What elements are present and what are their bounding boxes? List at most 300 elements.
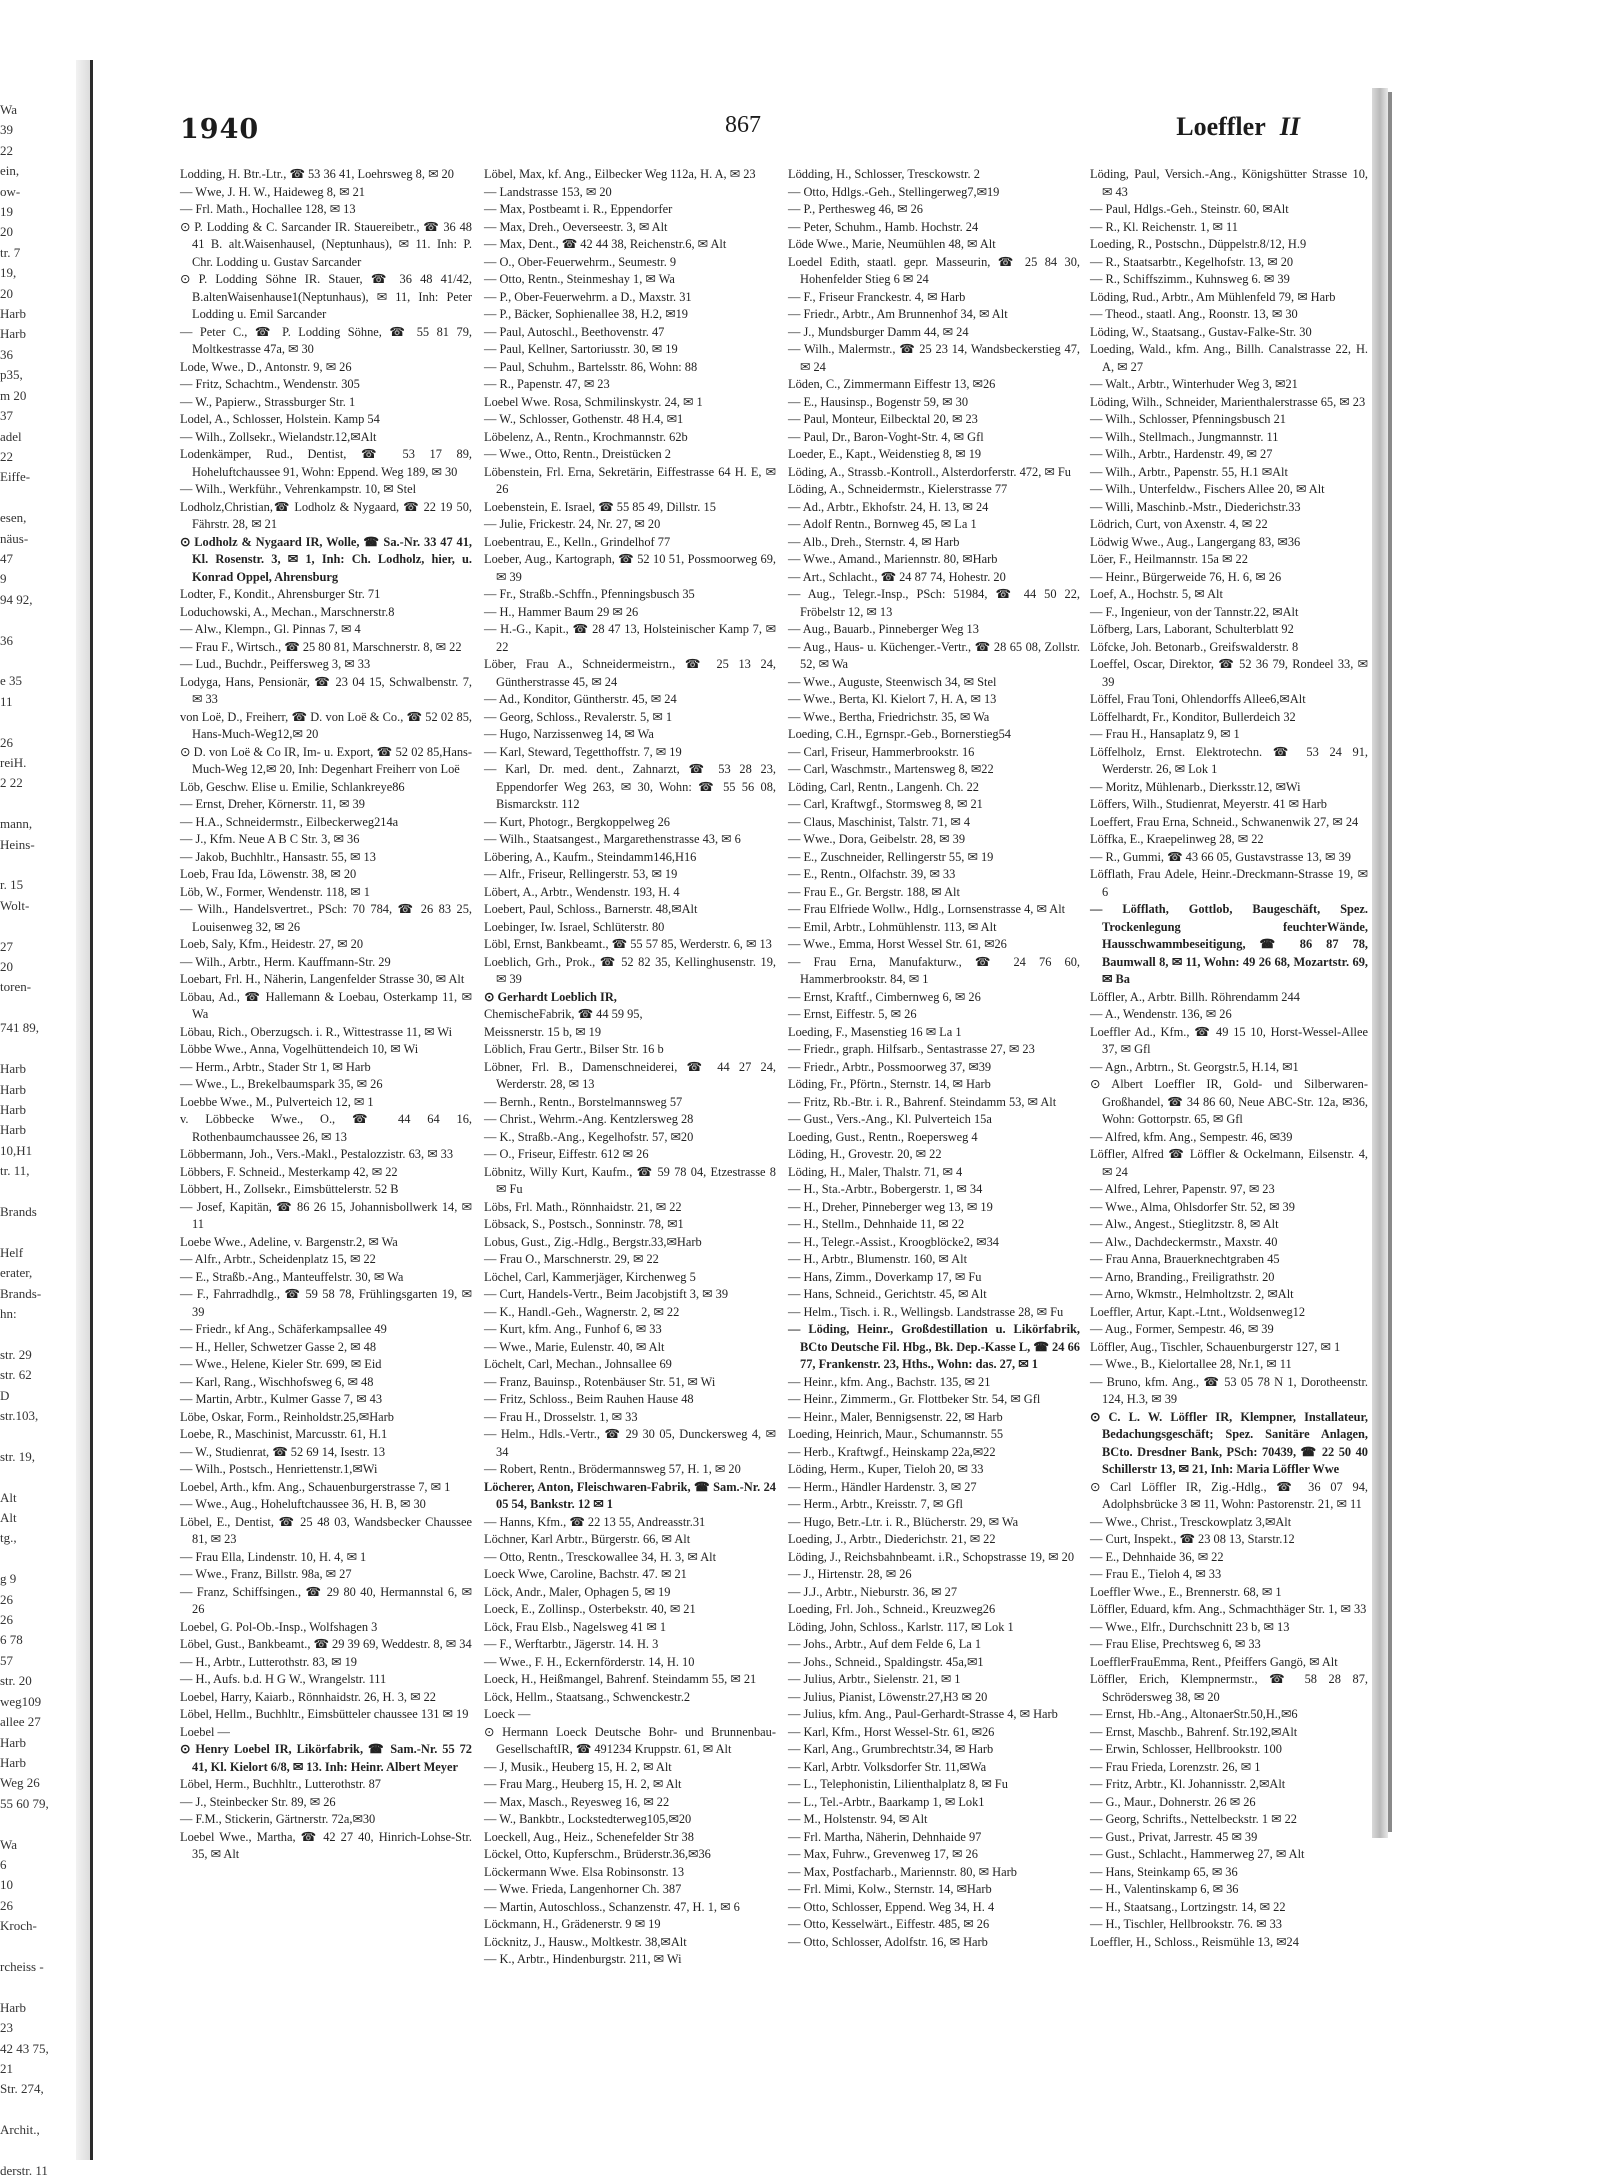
adjacent-page-text: 6 78 bbox=[0, 1632, 23, 1648]
directory-entry: — Karl, Arbtr. Volksdorfer Str. 11,✉Wa bbox=[788, 1759, 987, 1774]
directory-entry: — Max, Fuhrw., Grevenweg 17, ✉ 26 bbox=[788, 1847, 978, 1861]
directory-entry: — H., Aufs. b.d. H G W., Wrangelstr. 111 bbox=[180, 1672, 387, 1686]
directory-entry: — Wwe., Aug., Hoheluftchaussee 36, H. B, ✉ 30 bbox=[180, 1497, 426, 1511]
directory-entry: — Martin, Autoschloss., Schanzenstr. 47, H. 1, ✉ 6 bbox=[484, 1899, 740, 1914]
directory-entry: — Arno, Wkmstr., Helmholtzstr. 2, ✉Alt bbox=[1090, 1287, 1294, 1301]
directory-entry: — Alfr., Friseur, Rellingerstr. 53, ✉ 19 bbox=[484, 867, 678, 881]
directory-entry: — Karl, Kfm., Horst Wessel-Str. 61, ✉26 bbox=[788, 1724, 995, 1739]
directory-entry: — H., Staatsang., Lortzingstr. 14, ✉ 22 bbox=[1090, 1899, 1286, 1914]
directory-entry: — Wilh., Arbtr., Hardenstr. 49, ✉ 27 bbox=[1090, 447, 1273, 461]
directory-entry: — L., Telephonistin, Lilienthalplatz 8, ✉ Fu bbox=[788, 1777, 1008, 1791]
directory-entry: — Otto, Kesselwärt., Eiffestr. 485, ✉ 26 bbox=[788, 1917, 990, 1931]
directory-entry: — Löding, Heinr., Großdestillation u. Likörfabrik, BCto Deutsche Fil. Hbg., Bk. Dep.-Kasse L, ☎ 24 66 77, Frankenstr. 23, Hths., Wohn: das. 27, ✉ 1 bbox=[788, 1322, 1080, 1371]
directory-entry: Lödding, H., Schlosser, Tresckowstr. 2 bbox=[788, 167, 980, 181]
directory-entry: — Frau O., Marschnerstr. 29, ✉ 22 bbox=[484, 1252, 659, 1266]
directory-entry: Lödrich, Curt, von Axenstr. 4, ✉ 22 bbox=[1090, 517, 1268, 531]
directory-entry: — Wilh., Arbtr., Papenstr. 55, H.1 ✉Alt bbox=[1090, 464, 1288, 479]
adjacent-page-text: Harb bbox=[0, 1999, 26, 2015]
directory-entry: Löchner, Karl Arbtr., Bürgerstr. 66, ✉ Alt bbox=[484, 1532, 691, 1546]
directory-entry: — J.J., Arbtr., Nieburstr. 36, ✉ 27 bbox=[788, 1584, 958, 1599]
adjacent-page-text: m 20 bbox=[0, 387, 27, 403]
adjacent-page-text: 6 bbox=[0, 1856, 7, 1872]
directory-entry: — Wwe., Elfr., Durchschnitt 23 b, ✉ 13 bbox=[1090, 1619, 1290, 1634]
directory-entry: Löckel, Otto, Kupferschm., Brüderstr.36,✉36 bbox=[484, 1847, 711, 1861]
directory-entry: — E., Hausinsp., Bogenstr 59, ✉ 30 bbox=[788, 394, 969, 409]
directory-entry: — H., Telegr.-Assist., Kroogblöcke2, ✉34 bbox=[788, 1234, 999, 1249]
directory-entry: Loedel Edith, staatl. gepr. Masseurin, ☎ 25 84 30, Hohenfelder Stieg 6 ✉ 24 bbox=[788, 254, 1080, 286]
directory-entry: — Julie, Frickestr. 24, Nr. 27, ✉ 20 bbox=[484, 517, 661, 531]
directory-entry: Löbbers, F. Schneid., Mesterkamp 42, ✉ 22 bbox=[180, 1164, 398, 1179]
directory-entry: Loeffler, H., Schloss., Reismühle 13, ✉24 bbox=[1090, 1934, 1299, 1949]
directory-entry: — P., Ober-Feuerwehrm. a D., Maxstr. 31 bbox=[484, 289, 692, 304]
directory-entry: Lodyga, Hans, Pensionär, ☎ 23 04 15, Schwalbenstr. 7, ✉ 33 bbox=[180, 674, 472, 706]
adjacent-page-text: Harb bbox=[0, 306, 26, 322]
directory-entry: — P., Perthesweg 46, ✉ 26 bbox=[788, 202, 923, 216]
adjacent-page-text: ow- bbox=[0, 183, 21, 199]
directory-entry: — K., Arbtr., Hindenburgstr. 211, ✉ Wi bbox=[484, 1952, 682, 1966]
directory-entry: — Robert, Rentn., Brödermannsweg 57, H. 1, ✉ 20 bbox=[484, 1462, 741, 1476]
directory-entry: — Frl. Math., Hochallee 128, ✉ 13 bbox=[180, 202, 356, 216]
adjacent-page-text: esen, bbox=[0, 510, 27, 526]
directory-entry: — Wwe., Bertha, Friedrichstr. 35, ✉ Wa bbox=[788, 709, 990, 724]
directory-entry: — Frau H., Hansaplatz 9, ✉ 1 bbox=[1090, 727, 1240, 741]
directory-entry: — Alw., Angest., Stieglitzstr. 8, ✉ Alt bbox=[1090, 1217, 1279, 1231]
directory-entry: — W., Bankbtr., Lockstedterweg105,✉20 bbox=[484, 1812, 692, 1826]
directory-entry: — H., Arbtr., Lutterothstr. 83, ✉ 19 bbox=[180, 1654, 357, 1669]
directory-entry: Loeber, Aug., Kartograph, ☎ 52 10 51, Possmoorweg 69, ✉ 39 bbox=[484, 552, 776, 584]
adjacent-page-text: 26 bbox=[0, 734, 13, 750]
directory-entry: — Christ., Wehrm.-Ang. Kentzlersweg 28 bbox=[484, 1112, 694, 1126]
directory-entry: ⊙ Hermann Loeck Deutsche Bohr- und Brunnenbau-GesellschaftIR, ☎ 491234 Kruppstr. 61, ✉ Alt bbox=[484, 1724, 776, 1756]
page-header bbox=[180, 112, 1300, 152]
adjacent-page-text: r. 15 bbox=[0, 877, 24, 893]
directory-entry: Löbsack, S., Postsch., Sonninstr. 78, ✉1 bbox=[484, 1217, 684, 1231]
directory-entry: — Julius, Arbtr., Sielenstr. 21, ✉ 1 bbox=[788, 1672, 961, 1686]
directory-entry: Löer, F., Heilmannstr. 15a ✉ 22 bbox=[1090, 552, 1248, 566]
directory-entry: — O., Ober-Feuerwehrm., Seumestr. 9 bbox=[484, 254, 677, 269]
adjacent-page-text: Weg 26 bbox=[0, 1775, 40, 1791]
directory-entry: — Frau H., Drosselstr. 1, ✉ 33 bbox=[484, 1409, 638, 1424]
directory-entry: — Ernst, Hb.-Ang., AltonaerStr.50,H.,✉6 bbox=[1090, 1707, 1298, 1721]
directory-entry: — Frau E., Tieloh 4, ✉ 33 bbox=[1090, 1567, 1222, 1581]
adjacent-page-text: Wolt- bbox=[0, 897, 30, 913]
directory-entry: Löblich, Frau Gertr., Bilser Str. 16 b bbox=[484, 1042, 664, 1056]
adjacent-page-text: erater, bbox=[0, 1265, 33, 1281]
directory-entry: — J., Hirtenstr. 28, ✉ 26 bbox=[788, 1567, 912, 1581]
adjacent-page-text: str. 20 bbox=[0, 1673, 32, 1689]
directory-entry: Loebe, R., Maschinist, Marcusstr. 61, H.1 bbox=[180, 1427, 388, 1441]
adjacent-page-text: Harb bbox=[0, 1061, 26, 1077]
adjacent-page-text: 26 bbox=[0, 1612, 13, 1628]
directory-entry: — Frau Marg., Heuberg 15, H. 2, ✉ Alt bbox=[484, 1777, 682, 1791]
adjacent-page-text: 22 bbox=[0, 142, 13, 158]
directory-entry: — Franz, Schiffsingen., ☎ 29 80 40, Hermannstal 6, ✉ 26 bbox=[180, 1584, 472, 1616]
directory-entry: — Wilh., Schlosser, Pfenningsbusch 21 bbox=[1090, 412, 1286, 426]
directory-entry: — Karl, Rang., Wischhofsweg 6, ✉ 48 bbox=[180, 1374, 374, 1389]
directory-entry: — Frau Anna, Brauerknechtgraben 45 bbox=[1090, 1252, 1280, 1266]
directory-entry: Loeding, Wald., kfm. Ang., Billh. Canalstrasse 22, H. A, ✉ 27 bbox=[1090, 342, 1368, 374]
directory-entry: — Herm., Arbtr., Kreisstr. 7, ✉ Gfl bbox=[788, 1497, 963, 1511]
directory-entry: — Friedr., graph. Hilfsarb., Sentastrasse 27, ✉ 23 bbox=[788, 1042, 1035, 1056]
column-3 bbox=[788, 166, 1080, 1949]
directory-entry: — Wilh., Stellmach., Jungmannstr. 11 bbox=[1090, 429, 1279, 444]
directory-entry: ⊙ Gerhardt Loeblich IR, bbox=[484, 989, 617, 1004]
directory-entry: Löffler, Alfred ☎ Löffler & Ockelmann, Eilsenstr. 4, ✉ 24 bbox=[1090, 1147, 1368, 1179]
adjacent-page-text bbox=[0, 1467, 70, 1487]
directory-entry: — Gust., Privat, Jarrestr. 45 ✉ 39 bbox=[1090, 1829, 1258, 1844]
directory-entry: — Alfred, Lehrer, Papenstr. 97, ✉ 23 bbox=[1090, 1182, 1275, 1196]
directory-entry: Loeck Wwe, Caroline, Bachstr. 47. ✉ 21 bbox=[484, 1567, 687, 1581]
directory-entry: — Martin, Arbtr., Kulmer Gasse 7, ✉ 43 bbox=[180, 1392, 383, 1406]
header-year: 1940 bbox=[180, 114, 260, 145]
directory-entry: — Max, Dreh., Oeverseestr. 3, ✉ Alt bbox=[484, 219, 668, 234]
directory-entry: Löding, Fr., Pförtn., Sternstr. 14, ✉ Harb bbox=[788, 1077, 991, 1091]
directory-entry: — Walt., Arbtr., Winterhuder Weg 3, ✉21 bbox=[1090, 377, 1298, 391]
column-1 bbox=[180, 166, 472, 1886]
directory-entry: Löding, H., Maler, Thalstr. 71, ✉ 4 bbox=[788, 1164, 963, 1179]
directory-entry: — Lud., Buchdr., Peiffersweg 3, ✉ 33 bbox=[180, 657, 371, 671]
column-4 bbox=[1090, 166, 1368, 1949]
directory-entry: — Frau E., Gr. Bergstr. 188, ✉ Alt bbox=[788, 884, 960, 899]
directory-entry: — Frau Ella, Lindenstr. 10, H. 4, ✉ 1 bbox=[180, 1549, 367, 1564]
adjacent-page-text: 23 bbox=[0, 2020, 13, 2036]
adjacent-page-text: 20 bbox=[0, 959, 13, 975]
directory-entry: Lodholz,Christian,☎ Lodholz & Nygaard, ☎ 22 19 50, Fährstr. 28, ✉ 21 bbox=[180, 499, 472, 531]
directory-entry: — Helm., Hdls.-Vertr., ☎ 29 30 05, Dunckersweg 4, ✉ 34 bbox=[484, 1427, 776, 1459]
directory-entry: Löbnitz, Willy Kurt, Kaufm., ☎ 59 78 04, Etzestrasse 8 ✉ Fu bbox=[484, 1164, 776, 1196]
directory-entry: — Otto, Rentn., Tresckowallee 34, H. 3, ✉ Alt bbox=[484, 1549, 717, 1564]
directory-entry: — Agn., Arbtrn., St. Georgstr.5, H.14, ✉1 bbox=[1090, 1059, 1299, 1074]
directory-entry: — Wilh., Zollsekr., Wielandstr.12,✉Alt bbox=[180, 429, 377, 444]
adjacent-page-text: 42 43 75, bbox=[0, 2040, 49, 2056]
directory-entry: — Wwe., B., Kielortallee 28, Nr.1, ✉ 11 bbox=[1090, 1357, 1292, 1371]
directory-entry: — Hans, Schneid., Gerichtstr. 45, ✉ Alt bbox=[788, 1287, 987, 1301]
adjacent-page-text bbox=[0, 1814, 70, 1834]
directory-entry: Löding, Wilh., Schneider, Marienthalerstrasse 65, ✉ 23 bbox=[1090, 394, 1366, 409]
directory-entry: — M., Holstenstr. 94, ✉ Alt bbox=[788, 1812, 928, 1826]
directory-entry: ⊙ Albert Loeffler IR, Gold- und Silberwaren-Großhandel, ☎ 34 86 60, Neue ABC-Str. 12a, ✉36, Wohn: Gottorpstr. 65, ✉ Gfl bbox=[1090, 1077, 1368, 1126]
directory-entry: — Landstrasse 153, ✉ 20 bbox=[484, 184, 612, 199]
adjacent-page-text: 20 bbox=[0, 285, 13, 301]
directory-entry: — Wwe., F. H., Eckernförderstr. 14, H. 10 bbox=[484, 1654, 695, 1669]
adjacent-page-text: 37 bbox=[0, 408, 13, 424]
directory-entry: Löfberg, Lars, Laborant, Schulterblatt 92 bbox=[1090, 622, 1294, 636]
directory-entry: — Fritz, Arbtr., Kl. Johannisstr. 2,✉Alt bbox=[1090, 1777, 1286, 1791]
directory-entry: Loeding, J., Arbtr., Diederichstr. 21, ✉ 22 bbox=[788, 1532, 996, 1546]
directory-entry: — Julius, kfm. Ang., Paul-Gerhardt-Strasse 4, ✉ Harb bbox=[788, 1707, 1058, 1721]
directory-entry: — Max, Masch., Reyesweg 16, ✉ 22 bbox=[484, 1794, 670, 1809]
adjacent-page-text: allee 27 bbox=[0, 1714, 41, 1730]
adjacent-page-text: 57 bbox=[0, 1652, 13, 1668]
directory-entry: — Wwe. Frieda, Langenhorner Ch. 387 bbox=[484, 1882, 682, 1896]
directory-entry: — Adolf Rentn., Bornweg 45, ✉ La 1 bbox=[788, 517, 977, 531]
directory-entry: — Ernst, Kraftf., Cimbernweg 6, ✉ 26 bbox=[788, 989, 981, 1004]
directory-entry: — Wwe., Marie, Eulenstr. 40, ✉ Alt bbox=[484, 1339, 665, 1354]
directory-entry: Loef, A., Hochstr. 5, ✉ Alt bbox=[1090, 587, 1223, 601]
directory-entry: — Wilh., Malermstr., ☎ 25 23 14, Wandsbeckerstieg 47, ✉ 24 bbox=[788, 342, 1080, 374]
directory-entry: — Alfred, kfm. Ang., Sempestr. 46, ✉39 bbox=[1090, 1129, 1293, 1144]
directory-entry: Loebel — bbox=[180, 1724, 230, 1739]
directory-entry: Lodenkämper, Rud., Dentist, ☎ 53 17 89, Hoheluftchaussee 91, Wohn: Eppend. Weg 189, ✉ 30 bbox=[180, 447, 472, 479]
directory-entry: Loebel, Harry, Kaiarb., Rönnhaidstr. 26, H. 3, ✉ 22 bbox=[180, 1689, 436, 1704]
directory-entry: ⊙ Carl Löffler IR, Zig.-Hdlg., ☎ 36 07 94, Adolphsbrücke 3 ✉ 11, Wohn: Pastorenstr. 21, ✉ 11 bbox=[1090, 1479, 1368, 1511]
directory-entry: — F.M., Stickerin, Gärtnerstr. 72a,✉30 bbox=[180, 1812, 376, 1826]
directory-entry: — Claus, Maschinist, Talstr. 71, ✉ 4 bbox=[788, 814, 971, 829]
directory-entry: — Wwe., Amand., Mariennstr. 80, ✉Harb bbox=[788, 552, 998, 566]
adjacent-page-text: Alt bbox=[0, 1510, 17, 1526]
directory-entry: — Wwe., Franz, Billstr. 98a, ✉ 27 bbox=[180, 1567, 352, 1581]
adjacent-page-text: Harb bbox=[0, 1734, 26, 1750]
directory-entry: Löffler, Aug., Tischler, Schauenburgerstr 127, ✉ 1 bbox=[1090, 1339, 1341, 1354]
adjacent-page-text bbox=[0, 916, 70, 936]
directory-entry: — Paul, Monteur, Eilbecktal 20, ✉ 23 bbox=[788, 412, 978, 426]
adjacent-page-text: weg109 bbox=[0, 1693, 42, 1709]
adjacent-page-text: Harb bbox=[0, 326, 26, 342]
directory-entry: — Friedr., Arbtr., Am Brunnenhof 34, ✉ Alt bbox=[788, 307, 1008, 321]
directory-entry: — Fr., Straßb.-Schffn., Pfenningsbusch 35 bbox=[484, 587, 695, 601]
directory-entry: — Gust., Schlacht., Hammerweg 27, ✉ Alt bbox=[1090, 1847, 1305, 1861]
directory-entry: ⊙ D. von Loë & Co IR, Im- u. Export, ☎ 52 02 85,Hans-Much-Weg 12,✉ 20, Inh: Degenhart Freiherr von Loë bbox=[180, 744, 472, 776]
directory-entry: — H., Valentinskamp 6, ✉ 36 bbox=[1090, 1882, 1239, 1896]
adjacent-page-text: adel bbox=[0, 428, 22, 444]
directory-entry: — E., Straßb.-Ang., Manteuffelstr. 30, ✉ Wa bbox=[180, 1269, 404, 1284]
directory-entry: Löding, A., Schneidermstr., Kielerstrasse 77 bbox=[788, 482, 1008, 496]
directory-entry: — H., Sta.-Arbtr., Bobergerstr. 1, ✉ 34 bbox=[788, 1182, 983, 1196]
adjacent-page-text: str.103, bbox=[0, 1408, 39, 1423]
adjacent-page-text bbox=[0, 651, 70, 671]
adjacent-page-text: D bbox=[0, 1387, 10, 1403]
directory-entry: — Alw., Klempn., Gl. Pinnas 7, ✉ 4 bbox=[180, 622, 361, 636]
adjacent-page-text bbox=[0, 1039, 70, 1059]
directory-entry: — Wwe., Christ., Tresckowplatz 3,✉Alt bbox=[1090, 1514, 1292, 1529]
directory-entry: — Curt, Inspekt., ☎ 23 08 13, Starstr.12 bbox=[1090, 1532, 1295, 1546]
directory-entry: — Carl, Friseur, Hammerbrookstr. 16 bbox=[788, 744, 975, 759]
directory-entry: — E., Dehnhaide 36, ✉ 22 bbox=[1090, 1549, 1224, 1564]
directory-entry: — Wwe., L., Brekelbaumspark 35, ✉ 26 bbox=[180, 1077, 383, 1091]
adjacent-page-text bbox=[0, 1426, 70, 1446]
running-head bbox=[1176, 112, 1300, 142]
directory-entry: — Max, Postfacharb., Mariennstr. 80, ✉ Harb bbox=[788, 1864, 1017, 1879]
directory-entry: — Wwe, J. H. W., Haideweg 8, ✉ 21 bbox=[180, 184, 365, 199]
directory-entry: — H., Dreher, Pinneberger weg 13, ✉ 19 bbox=[788, 1199, 993, 1214]
directory-entry: — Hugo, Narzissenweg 14, ✉ Wa bbox=[484, 727, 654, 741]
directory-entry: Loeckell, Aug., Heiz., Schenefelder Str 38 bbox=[484, 1829, 694, 1844]
adjacent-page-text: str. 19, bbox=[0, 1448, 36, 1464]
adjacent-page-text: 36 bbox=[0, 346, 13, 362]
directory-entry: Lobus, Gust., Zig.-Hdlg., Bergstr.33,✉Harb bbox=[484, 1234, 702, 1249]
directory-entry: — Alfr., Arbtr., Scheidenplatz 15, ✉ 22 bbox=[180, 1252, 376, 1266]
directory-entry: — Wwe., Auguste, Steenwisch 34, ✉ Stel bbox=[788, 674, 997, 689]
directory-entry: — Johs., Arbtr., Auf dem Felde 6, La 1 bbox=[788, 1637, 982, 1651]
directory-entry: Löffler, Eduard, kfm. Ang., Schmachthäger Str. 1, ✉ 33 bbox=[1090, 1602, 1367, 1616]
directory-entry: — E., Zuschneider, Rellingerstr 55, ✉ 19 bbox=[788, 849, 994, 864]
adjacent-page-text: 11 bbox=[0, 693, 13, 709]
directory-entry: Löffka, E., Kraepelinweg 28, ✉ 22 bbox=[1090, 832, 1264, 846]
directory-entry: — R., Kl. Reichenstr. 1, ✉ 11 bbox=[1090, 219, 1238, 234]
directory-entry: Löding, H., Grovestr. 20, ✉ 22 bbox=[788, 1147, 942, 1161]
directory-entry: Löbel, Max, kf. Ang., Eilbecker Weg 112a, H. A, ✉ 23 bbox=[484, 167, 756, 181]
directory-entry: — R., Papenstr. 47, ✉ 23 bbox=[484, 377, 610, 391]
directory-entry: — Wilh., Unterfeldw., Fischers Allee 20, ✉ Alt bbox=[1090, 482, 1325, 496]
adjacent-page-text: 10,H1 bbox=[0, 1142, 33, 1158]
directory-entry: — Herm., Arbtr., Stader Str 1, ✉ Harb bbox=[180, 1059, 371, 1074]
adjacent-page-text: Harb bbox=[0, 1754, 26, 1770]
adjacent-page-text: Harb bbox=[0, 1101, 26, 1117]
directory-entry: Löckmann, H., Grädenerstr. 9 ✉ 19 bbox=[484, 1917, 661, 1931]
directory-entry: Loeding, Gust., Rentn., Roepersweg 4 bbox=[788, 1129, 978, 1144]
directory-entry: Löbl, Ernst, Bankbeamt., ☎ 55 57 85, Werderstr. 6, ✉ 13 bbox=[484, 937, 772, 951]
directory-entry: — Karl, Dr. med. dent., Zahnarzt, ☎ 53 28 23, Eppendorfer Weg 263, ✉ 30, Wohn: ☎ 55 56 08, Bismarckstr. 112 bbox=[484, 762, 776, 811]
adjacent-page-text: näus- bbox=[0, 530, 29, 546]
directory-entry: — Frau F., Wirtsch., ☎ 25 80 81, Marschnerstr. 8, ✉ 22 bbox=[180, 639, 462, 654]
directory-entry: — Paul, Schuhm., Bartelsstr. 86, Wohn: 88 bbox=[484, 359, 698, 374]
directory-entry: — Otto, Hdlgs.-Geh., Stellingerweg7,✉19 bbox=[788, 184, 1000, 199]
directory-entry: Löb, Geschw. Elise u. Emilie, Schlankreye86 bbox=[180, 779, 405, 794]
page-edge-line bbox=[1388, 92, 1392, 1832]
gutter-shadow bbox=[76, 60, 90, 2160]
directory-entry: Löbering, A., Kaufm., Steindamm146,H16 bbox=[484, 849, 697, 864]
adjacent-page-text bbox=[0, 1182, 70, 1202]
adjacent-page-text: Helf bbox=[0, 1244, 24, 1260]
directory-entry: Loeffler Wwe., E., Brennerstr. 68, ✉ 1 bbox=[1090, 1584, 1282, 1599]
adjacent-page-text: str. 29 bbox=[0, 1346, 32, 1362]
directory-entry: — Karl, Steward, Tegetthoffstr. 7, ✉ 19 bbox=[484, 744, 682, 759]
directory-entry: Löbel, Herm., Buchhltr., Lutterothstr. 87 bbox=[180, 1777, 381, 1791]
directory-entry: — Friedr., kf Ang., Schäferkampsallee 49 bbox=[180, 1322, 387, 1336]
directory-entry: — Moritz, Mühlenarb., Dierksstr.12, ✉Wi bbox=[1090, 779, 1301, 794]
directory-entry: — J., Mundsburger Damm 44, ✉ 24 bbox=[788, 324, 969, 339]
directory-entry: Löb, W., Former, Wendenstr. 118, ✉ 1 bbox=[180, 884, 370, 899]
directory-entry: — Frau Elfriede Wollw., Hdlg., Lornsenstrasse 4, ✉ Alt bbox=[788, 902, 1066, 916]
directory-entry: — Otto, Schlosser, Eppend. Weg 34, H. 4 bbox=[788, 1899, 995, 1914]
directory-entry: Loeffel, Oscar, Direktor, ☎ 52 36 79, Rondeel 33, ✉ 39 bbox=[1090, 657, 1368, 689]
directory-entry: — Wilh., Handelsvertret., PSch: 70 784, ☎ 26 83 25, Louisenweg 32, ✉ 26 bbox=[180, 902, 472, 934]
adjacent-page-text bbox=[0, 1222, 70, 1242]
directory-entry: — G., Maur., Dohnerstr. 26 ✉ 26 bbox=[1090, 1794, 1256, 1809]
directory-entry: — R., Gummi, ☎ 43 66 05, Gustavstrasse 13, ✉ 39 bbox=[1090, 849, 1351, 864]
directory-entry: ⊙ C. L. W. Löffler IR, Klempner, Installateur, Bedachungsgeschäft; Spez. Sanitäre Anlagen, BCto. Dresdner Bank, PSch: 70439, ☎ 22 50 40 Schillerstr 13, ✉ 21, Inh: Maria Löffler Wwe bbox=[1090, 1409, 1368, 1476]
directory-entry: ⊙ P. Lodding Söhne IR. Stauer, ☎ 36 48 41/42, B.altenWaisenhause1(Neptunhaus), ✉ 11, Inh: Peter Lodding u. Emil Sarcander bbox=[180, 272, 472, 321]
directory-entry: — Johs., Schneid., Spaldingstr. 45a,✉1 bbox=[788, 1654, 984, 1669]
directory-entry: Löbelenz, A., Rentn., Krochmannstr. 62b bbox=[484, 429, 688, 444]
adjacent-page-text bbox=[0, 488, 70, 508]
directory-entry: — Peter C., ☎ P. Lodding Söhne, ☎ 55 81 79, Moltkestrasse 47a, ✉ 30 bbox=[180, 324, 472, 356]
adjacent-page-text: 55 60 79, bbox=[0, 1795, 49, 1811]
directory-entry: Loebert, Paul, Schloss., Barnerstr. 48,✉Alt bbox=[484, 902, 698, 916]
directory-entry: — W., Schlosser, Gothenstr. 48 H.4, ✉1 bbox=[484, 412, 684, 426]
adjacent-page-text: hn: bbox=[0, 1305, 17, 1321]
directory-entry: — Wilh., Werkführ., Vehrenkampstr. 10, ✉ Stel bbox=[180, 482, 417, 496]
directory-entry: — Aug., Telegr.-Insp., PSch: 51984, ☎ 44 50 22, Fröbelstr 12, ✉ 13 bbox=[788, 587, 1080, 619]
directory-entry: Löbau, Ad., ☎ Hallemann & Loebau, Osterkamp 11, ✉ Wa bbox=[180, 989, 472, 1021]
adjacent-page-text: Heins- bbox=[0, 836, 35, 852]
adjacent-page-text: 22 bbox=[0, 448, 13, 464]
directory-entry: — Wwe., Helene, Kieler Str. 699, ✉ Eid bbox=[180, 1357, 382, 1371]
directory-entry: — Herb., Kraftwgf., Heinskamp 22a,✉22 bbox=[788, 1444, 996, 1459]
directory-entry: Löding, John, Schloss., Karlstr. 117, ✉ Lok 1 bbox=[788, 1619, 1014, 1634]
column-2 bbox=[484, 166, 776, 1966]
adjacent-page-text: 20 bbox=[0, 224, 13, 240]
adjacent-page-text: str. 62 bbox=[0, 1367, 32, 1383]
directory-entry: — H.A., Schneidermstr., Eilbeckerweg214a bbox=[180, 814, 399, 829]
directory-entry: — Curt, Handels-Vertr., Beim Jacobjstift 3, ✉ 39 bbox=[484, 1287, 729, 1301]
directory-entry: — Aug., Haus- u. Küchenger.-Vertr., ☎ 28 65 08, Zollstr. 52, ✉ Wa bbox=[788, 639, 1080, 671]
directory-entry: — Wwe., Berta, Kl. Kielort 7, H. A, ✉ 13 bbox=[788, 692, 997, 706]
directory-entry: — J., Kfm. Neue A B C Str. 3, ✉ 36 bbox=[180, 832, 360, 846]
page-number: 867 bbox=[725, 112, 761, 138]
directory-entry: — E., Rentn., Olfachstr. 39, ✉ 33 bbox=[788, 867, 956, 881]
adjacent-page-text: 39 bbox=[0, 122, 13, 138]
directory-entry: — P., Bäcker, Sophienallee 38, H.2, ✉19 bbox=[484, 307, 688, 321]
directory-entry: — Herm., Händler Hardenstr. 3, ✉ 27 bbox=[788, 1479, 977, 1494]
directory-entry: Löck, Frau Elsb., Nagelsweg 41 ✉ 1 bbox=[484, 1619, 667, 1634]
directory-entry: — Karl, Ang., Grumbrechtstr.34, ✉ Harb bbox=[788, 1742, 994, 1756]
directory-entry: Löbbermann, Joh., Vers.-Makl., Pestalozzistr. 63, ✉ 33 bbox=[180, 1147, 454, 1161]
directory-entry: ⊙ Lodholz & Nygaard IR, Wolle, ☎ Sa.-Nr. 33 47 41, Kl. Rosenstr. 3, ✉ 1, Inh: Ch. Lodholz, hier, u. Konrad Oppel, Ahrensburg bbox=[180, 534, 472, 584]
adjacent-page-text: derstr. 11 bbox=[0, 2163, 48, 2179]
directory-entry: Loebenstein, E. Israel, ☎ 55 85 49, Dillstr. 15 bbox=[484, 499, 716, 514]
directory-entry: Loeding, Frl. Joh., Schneid., Kreuzweg26 bbox=[788, 1602, 996, 1616]
directory-entry: Löchelt, Carl, Mechan., Johnsallee 69 bbox=[484, 1357, 672, 1371]
directory-entry: Loduchowski, A., Mechan., Marschnerstr.8 bbox=[180, 604, 395, 619]
adjacent-page-text: Str. 274, bbox=[0, 2081, 44, 2097]
adjacent-page-text bbox=[0, 1549, 70, 1569]
adjacent-page-text: 47 bbox=[0, 550, 13, 566]
directory-entry: Lodel, A., Schlosser, Holstein. Kamp 54 bbox=[180, 412, 380, 426]
directory-entry: Löding, Rud., Arbtr., Am Mühlenfeld 79, ✉ Harb bbox=[1090, 289, 1336, 304]
adjacent-page-text: 10 bbox=[0, 1877, 13, 1893]
directory-entry: Löchel, Carl, Kammerjäger, Kirchenweg 5 bbox=[484, 1269, 696, 1284]
directory-entry: Loeding, Heinrich, Maur., Schumannstr. 55 bbox=[788, 1427, 1004, 1441]
directory-entry: Löbbert, H., Zollsekr., Eimsbüttelerstr. 52 B bbox=[180, 1182, 399, 1196]
directory-entry: — Willi, Maschinb.-Mstr., Diederichstr.33 bbox=[1090, 499, 1301, 514]
directory-entry: Loeding, R., Postschn., Düppelstr.8/12, H.9 bbox=[1090, 237, 1307, 251]
directory-entry: Löcherer, Anton, Fleischwaren-Fabrik, ☎ Sam.-Nr. 24 05 54, Bankstr. 12 ✉ 1 bbox=[484, 1479, 776, 1511]
directory-entry: — Wilh., Staatsangest., Margarethenstrasse 43, ✉ 6 bbox=[484, 832, 741, 846]
directory-entry: Loebel Wwe. Rosa, Schmilinskystr. 24, ✉ 1 bbox=[484, 394, 703, 409]
directory-entry: Löbel, Hellm., Buchhltr., Eimsbütteler chaussee 131 ✉ 19 bbox=[180, 1707, 469, 1721]
adjacent-page-text bbox=[0, 998, 70, 1018]
adjacent-page-text: reiH. bbox=[0, 755, 27, 770]
adjacent-page-text: Kroch- bbox=[0, 1918, 37, 1934]
directory-entry: — Paul, Dr., Baron-Voght-Str. 4, ✉ Gfl bbox=[788, 429, 984, 444]
adjacent-page-text: 27 bbox=[0, 938, 13, 954]
directory-entry: — F., Friseur Franckestr. 4, ✉ Harb bbox=[788, 289, 966, 304]
running-head-section: II bbox=[1279, 112, 1300, 141]
directory-entry: — Ad., Arbtr., Ekhofstr. 24, H. 13, ✉ 24 bbox=[788, 499, 989, 514]
directory-entry: — Frl. Martha, Näherin, Dehnhaide 97 bbox=[788, 1829, 982, 1844]
directory-entry: — Heinr., Maler, Bennigsenstr. 22, ✉ Harb bbox=[788, 1409, 1003, 1424]
directory-entry: — Fritz, Rb.-Btr. i. R., Bahrenf. Steindamm 53, ✉ Alt bbox=[788, 1094, 1057, 1109]
directory-entry: Loebentrau, E., Kelln., Grindelhof 77 bbox=[484, 534, 671, 549]
directory-entry: — Aug., Bauarb., Pinneberger Weg 13 bbox=[788, 622, 979, 636]
directory-entry: — K., Handl.-Geh., Wagnerstr. 2, ✉ 22 bbox=[484, 1304, 680, 1319]
directory-entry: Lödwig Wwe., Aug., Langergang 83, ✉36 bbox=[1090, 534, 1301, 549]
directory-entry: — Ernst, Eiffestr. 5, ✉ 26 bbox=[788, 1007, 917, 1021]
directory-entry: — Löfflath, Gottlob, Baugeschäft, Spez. Trockenlegung feuchterWände, Hausschwammbeseitigung, ☎ 86 87 78, Baumwall 8, ✉ 11, Wohn: 49 26 68, Mozartstr. 69, ✉ Ba bbox=[1090, 902, 1368, 986]
adjacent-page-text bbox=[0, 1937, 70, 1957]
directory-entry: — Frau Erna, Manufakturw., ☎ 24 76 60, Hammerbrookstr. 84, ✉ 1 bbox=[788, 954, 1080, 986]
directory-entry: — Wilh., Postsch., Henriettenstr.1,✉Wi bbox=[180, 1462, 378, 1476]
adjacent-page-text: mann, bbox=[0, 816, 33, 832]
directory-entry: Löde Wwe., Marie, Neumühlen 48, ✉ Alt bbox=[788, 237, 996, 251]
adjacent-page-text bbox=[0, 2100, 70, 2120]
directory-entry: — Georg, Schrifts., Nettelbeckstr. 1 ✉ 22 bbox=[1090, 1812, 1297, 1826]
directory-entry: — Hanns, Kfm., ☎ 22 13 55, Andreasstr.31 bbox=[484, 1514, 706, 1529]
directory-entry: v. Löbbecke Wwe., O., ☎ 44 64 16, Rothenbaumchaussee 26, ✉ 13 bbox=[180, 1112, 472, 1144]
adjacent-page-text: Eiffe- bbox=[0, 469, 31, 485]
adjacent-page-text: Archit., bbox=[0, 2122, 40, 2138]
